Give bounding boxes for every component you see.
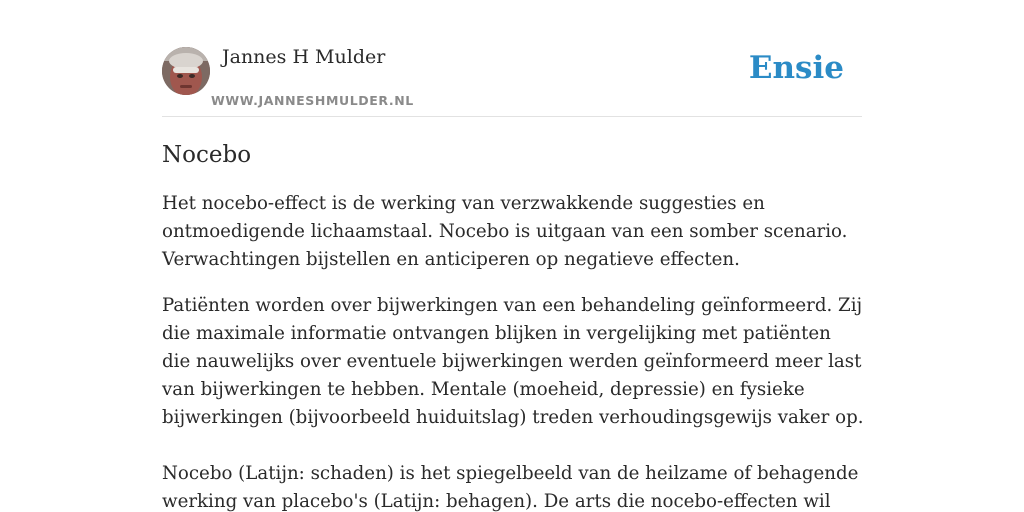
article-paragraph: Patiënten worden over bijwerkingen van een behandeling geïnformeerd. Zij die maximale informatie ontvangen blijken in vergelijking met patiënten die nauwelijks over eventuele bijwerkingen werden geïnformeerd meer last van bijwerkingen te hebben. Mentale (moeheid, depressie) en fysieke bijwerkingen (bijvoorbeeld huiduitslag) treden verhoudingsgewijs vaker op. Nocebo (Latijn: schaden) is het spiegelbeeld van de heilzame of behagende werking van placebo's (Latijn: behagen). De arts die nocebo-effecten wil <box>162 295 864 512</box>
header <box>162 0 862 117</box>
avatar[interactable] <box>162 47 210 95</box>
author-website-link[interactable]: WWW.JANNESHMULDER.NL <box>211 93 414 108</box>
article <box>162 138 864 512</box>
article-title: Nocebo <box>162 142 252 168</box>
ensie-logo[interactable]: Ensie <box>748 50 844 86</box>
article-paragraph: Het nocebo-effect is de werking van verzwakkende suggesties en ontmoedigende lichaamstaal. Nocebo is uitgaan van een somber scenario. Verwachtingen bijstellen en anticiperen op negatieve effecten. <box>162 193 848 270</box>
author-name[interactable]: Jannes H Mulder <box>222 46 386 68</box>
author-photo-icon <box>162 47 210 95</box>
